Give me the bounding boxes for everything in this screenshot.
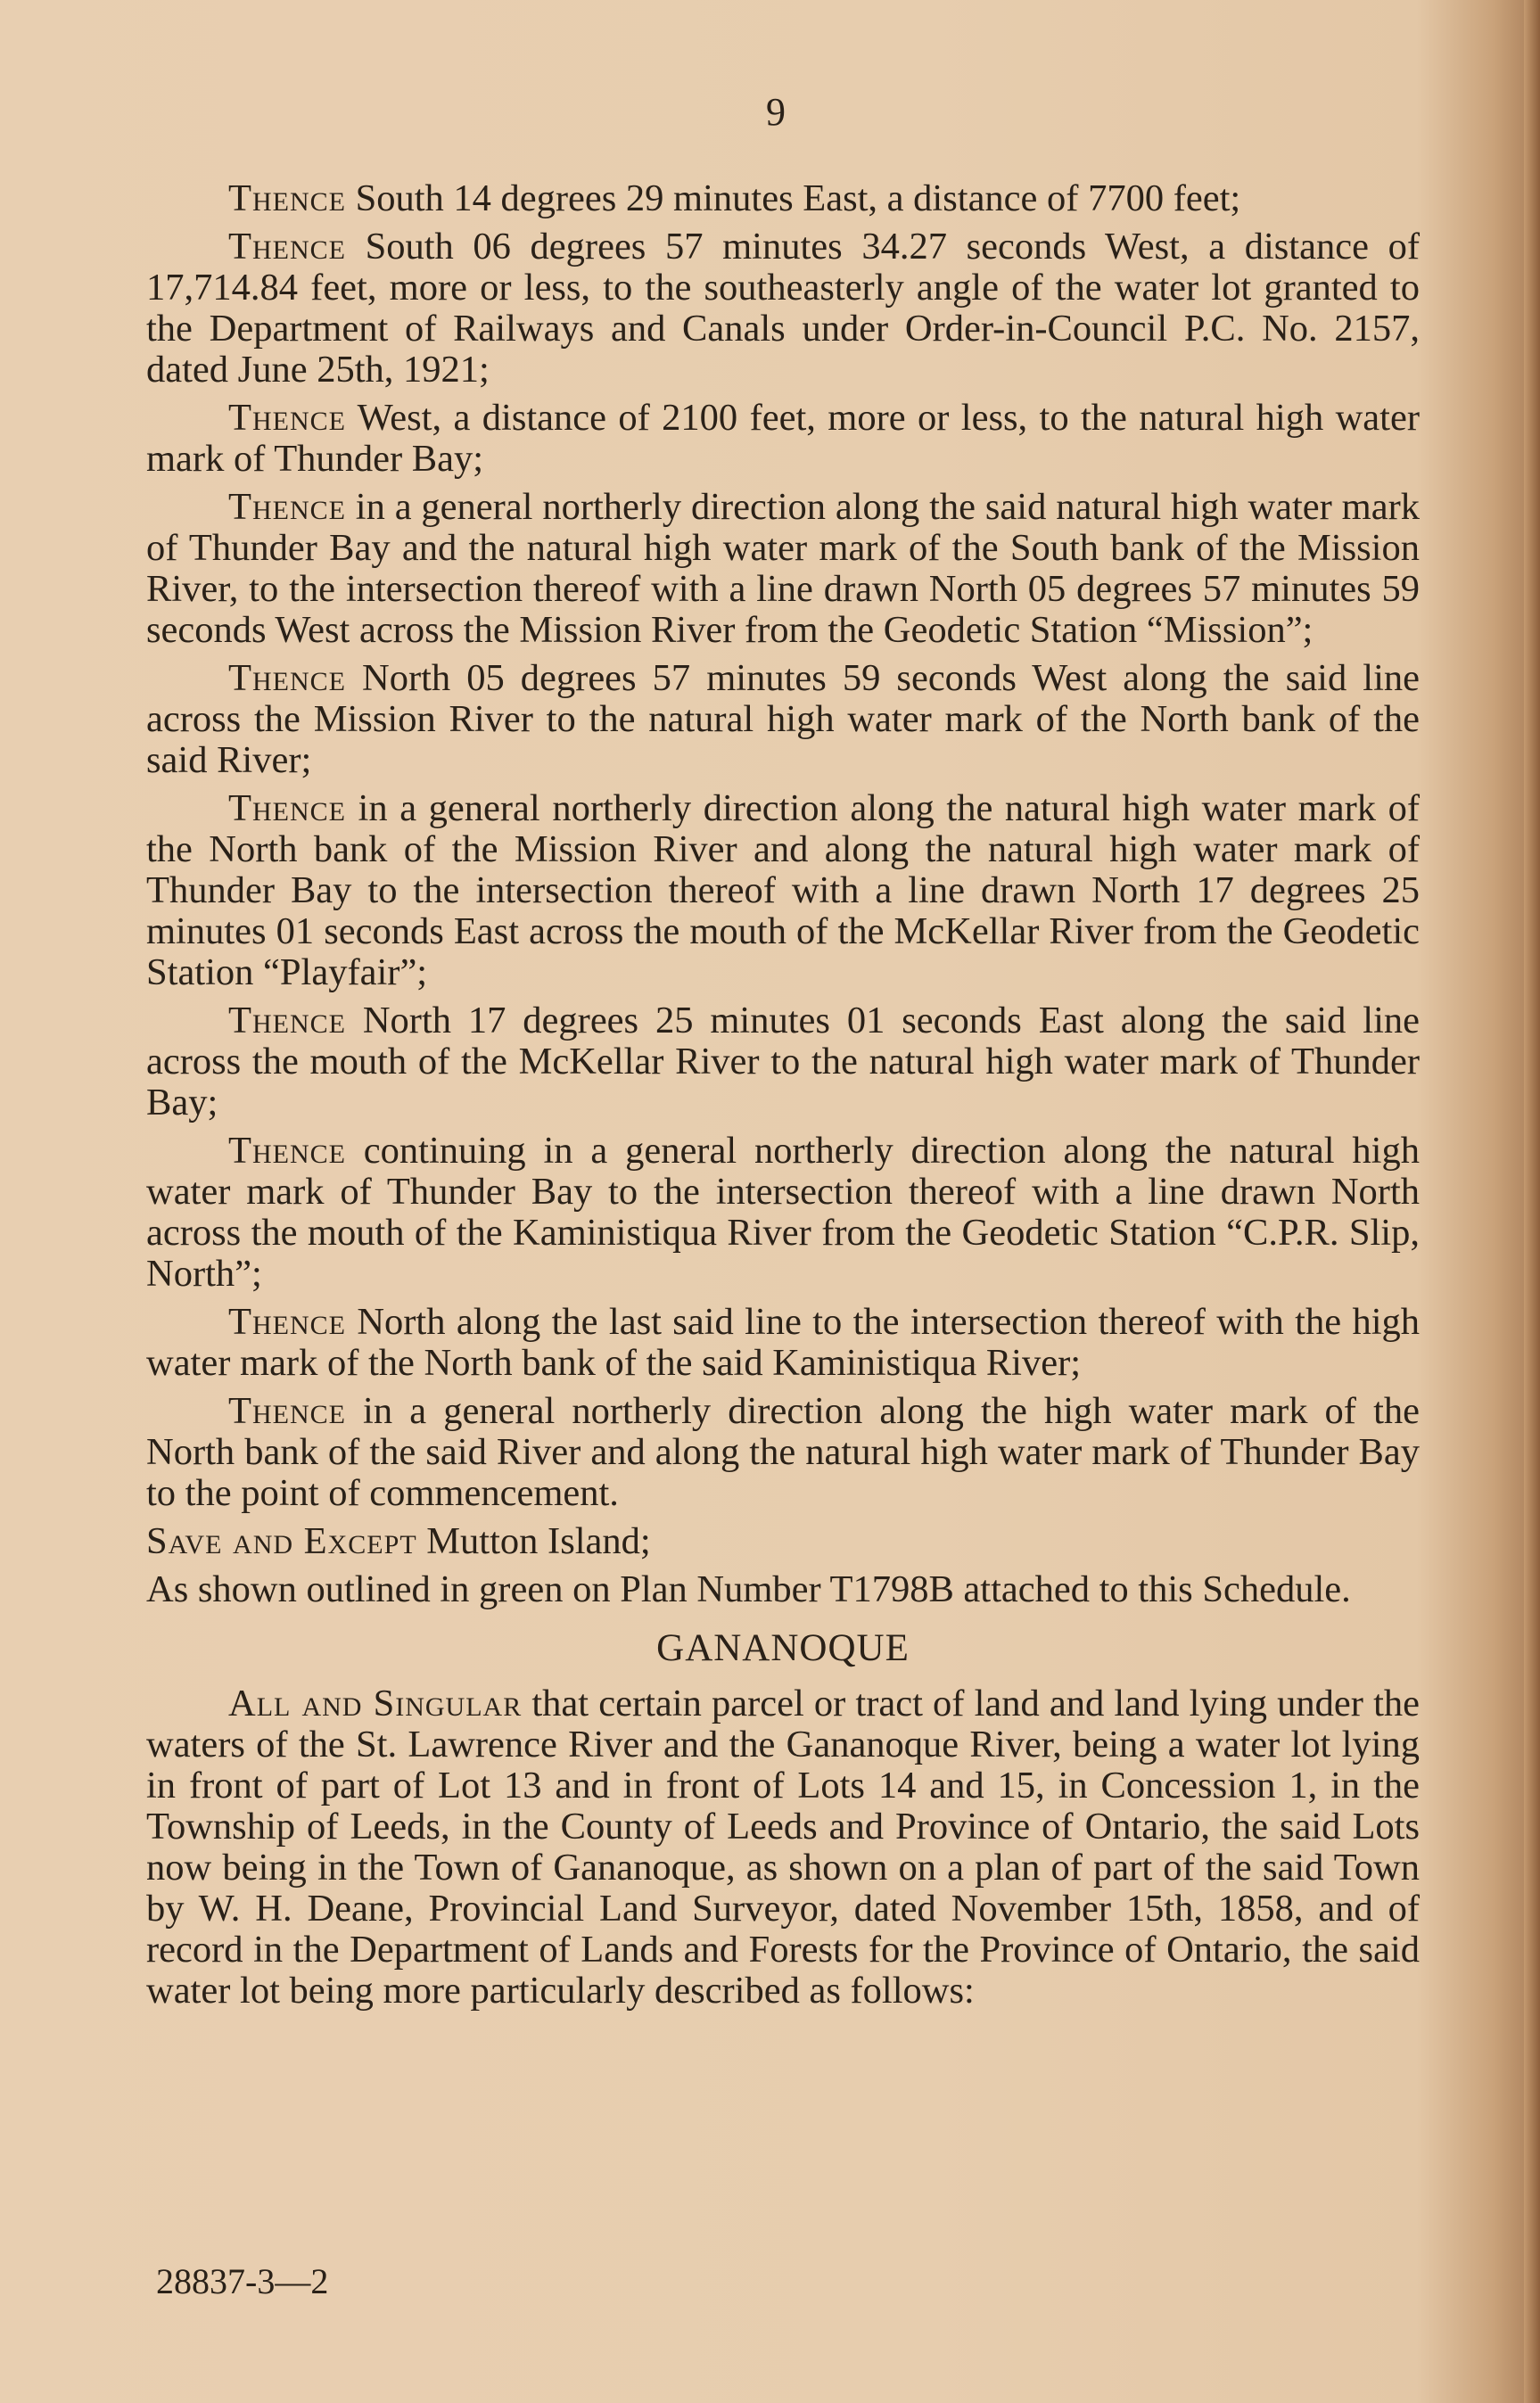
thence-text: South 06 degrees 57 minutes 34.27 seconds West, a distance of 17,714.84 feet, more or less, to the southeasterly angle of the water lot granted to the Department of Railways and Canals under Order-in-Council P.C. No. 2157, dated June 25th, 1921; xyxy=(146,226,1420,391)
thence-paragraph xyxy=(146,226,1420,391)
thence-paragraph xyxy=(146,658,1420,781)
thence-text: West, a distance of 2100 feet, more or less, to the natural high water mark of Thunder Bay; xyxy=(146,397,1420,480)
thence-lead: Thence xyxy=(228,226,346,267)
thence-paragraph xyxy=(146,1302,1420,1384)
gananoque-text: that certain parcel or tract of land and land lying under the waters of the St. Lawrence River and the Gananoque River, being a water lot lying in front of part of Lot 13 and in front of Lots 14 and 15, in Concession 1, in the Township of Leeds, in the County of Leeds and Province of Ontario, the said Lots now being in the Town of Gananoque, as shown on a plan of part of the said Town by W. H. Deane, Provincial Land Surveyor, dated November 15th, 1858, and of record in the Department of Lands and Forests for the Province of Ontario, the said water lot being more particularly described as follows: xyxy=(146,1683,1421,2012)
thence-lead: Thence xyxy=(228,1390,346,1432)
page-number: 9 xyxy=(766,90,786,134)
thence-paragraph xyxy=(146,398,1420,480)
thence-paragraph xyxy=(146,178,1420,219)
save-except-paragraph xyxy=(146,1521,1420,1562)
thence-paragraph xyxy=(146,788,1420,993)
thence-paragraph xyxy=(146,1131,1420,1295)
thence-lead: Thence xyxy=(228,1130,346,1172)
paragraph-list xyxy=(146,178,1420,1514)
section-heading: GANANOQUE xyxy=(656,1627,910,1669)
page-edge xyxy=(1524,0,1540,2403)
thence-paragraph xyxy=(146,1000,1420,1123)
thence-lead: Thence xyxy=(228,657,346,699)
document-body xyxy=(146,178,1420,2019)
thence-paragraph xyxy=(146,1391,1420,1514)
thence-text: in a general northerly direction along the high water mark of the North bank of the said River and along the natural high water mark of Thunder Bay to the point of commencement. xyxy=(146,1390,1420,1514)
save-except-text: Mutton Island; xyxy=(416,1520,651,1562)
thence-text: North 05 degrees 57 minutes 59 seconds West along the said line across the Mission River to the natural high water mark of the North bank of the said River; xyxy=(146,657,1420,781)
thence-lead: Thence xyxy=(228,1000,346,1041)
thence-lead: Thence xyxy=(228,177,346,219)
thence-text: North along the last said line to the intersection thereof with the high water mark of the North bank of the said Kaministiqua River; xyxy=(146,1301,1420,1384)
thence-lead: Thence xyxy=(228,1301,346,1343)
thence-lead: Thence xyxy=(228,486,346,528)
shown-outlined-paragraph: As shown outlined in green on Plan Number T1798B attached to this Schedule. xyxy=(146,1568,1351,1610)
gananoque-lead: All and Singular xyxy=(228,1683,523,1724)
thence-text: in a general northerly direction along the natural high water mark of the North bank of the Mission River and along the natural high water mark of Thunder Bay to the intersection thereof with a line drawn North 17 degrees 25 minutes 01 seconds East across the mouth of the McKellar River from the Geodetic Station “Playfair”; xyxy=(146,787,1420,993)
save-except-lead: Save and Except xyxy=(146,1520,417,1562)
thence-lead: Thence xyxy=(228,787,346,829)
thence-text: continuing in a general northerly direction along the natural high water mark of Thunder Bay to the intersection thereof with a line drawn North across the mouth of the Kaministiqua River from the Geodetic Station “C.P.R. Slip, North”; xyxy=(146,1130,1420,1295)
thence-lead: Thence xyxy=(228,397,346,439)
thence-text: in a general northerly direction along the said natural high water mark of Thunder Bay and the natural high water mark of the South bank of the Mission River, to the intersection thereof with a line drawn North 05 degrees 57 minutes 59 seconds West across the Mission River from the Geodetic Station “Mission”; xyxy=(146,486,1420,651)
thence-text: South 14 degrees 29 minutes East, a distance of 7700 feet; xyxy=(345,177,1241,219)
gananoque-paragraph xyxy=(146,1683,1420,2012)
thence-paragraph xyxy=(146,487,1420,651)
thence-text: North 17 degrees 25 minutes 01 seconds East along the said line across the mouth of the McKellar River to the natural high water mark of Thunder Bay; xyxy=(146,1000,1420,1123)
footer-code: 28837-3—2 xyxy=(156,2261,329,2301)
